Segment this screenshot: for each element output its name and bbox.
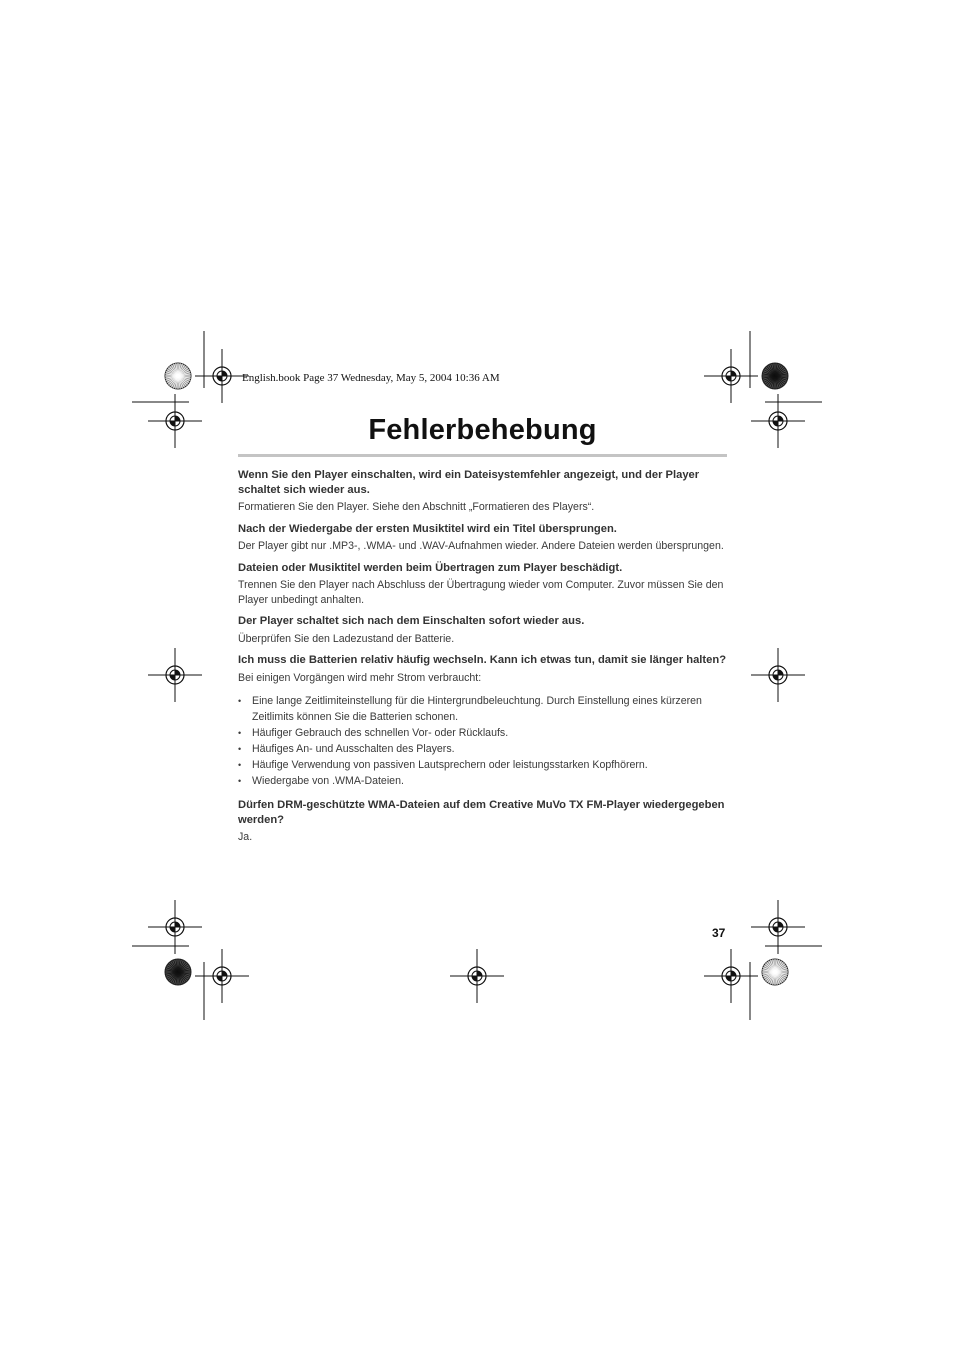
starburst-target-icon [762,959,788,985]
registration-mark-icon [450,949,504,1003]
faq-question: Dürfen DRM-geschützte WMA-Dateien auf dem Creative MuVo TX FM-Player wiedergegeben werden? [238,799,725,826]
faq-answer: Ja. [238,831,253,843]
starburst-target-icon [762,363,788,389]
faq-item-1 [238,468,727,515]
registration-mark-icon [195,949,249,1003]
faq-item-5 [238,653,727,789]
registration-mark-icon [148,648,202,702]
faq-answer: Trennen Sie den Player nach Abschluss der Übertragung wieder vom Computer. Zuvor müssen Sie den Player unbedingt anhalten. [238,579,724,606]
starburst-target-icon [165,363,191,389]
faq-question: Nach der Wiedergabe der ersten Musiktitel wird ein Titel übersprungen. [238,522,617,535]
list-item: • Häufiges An- und Ausschalten des Players. [238,741,727,757]
faq-question: Wenn Sie den Player einschalten, wird ein Dateisystemfehler angezeigt, und der Player schaltet sich wieder aus. [238,469,700,496]
registration-mark-icon [195,349,249,403]
faq-answer: Der Player gibt nur .MP3-, .WMA- und .WAV-Aufnahmen wieder. Andere Dateien werden übersprungen. [238,540,724,552]
faq-item-6 [238,798,727,845]
list-item: • Häufige Verwendung von passiven Lautsprechern oder leistungsstarken Kopfhörern. [238,757,727,773]
faq-question: Ich muss die Batterien relativ häufig wechseln. Kann ich etwas tun, damit sie länger halten? [238,654,727,666]
faq-item-3 [238,561,727,608]
faq-answer: Überprüfen Sie den Ladezustand der Batterie. [238,632,455,645]
list-item: • Wiedergabe von .WMA-Dateien. [238,773,727,789]
faq-item-4 [238,614,727,646]
title-underline [238,454,727,457]
list-item: • Eine lange Zeitlimiteinstellung für die Hintergrundbeleuchtung. Durch Einstellung eines kürzeren Zeitlimits können Sie die Batterien schonen. [238,693,727,725]
page-number: 37 [712,926,726,940]
page-title: Fehlerbehebung [368,414,597,446]
faq-question: Der Player schaltet sich nach dem Einschalten sofort wieder aus. [238,615,585,627]
faq-content [238,468,727,852]
print-header-stamp: English.book Page 37 Wednesday, May 5, 2004 10:36 AM [242,372,500,384]
list-item: • Häufiger Gebrauch des schnellen Vor- oder Rücklaufs. [238,725,727,741]
registration-mark-icon [751,648,805,702]
starburst-target-icon [165,959,191,985]
faq-answer: Bei einigen Vorgängen wird mehr Strom verbraucht: [238,671,482,684]
faq-answer: Formatieren Sie den Player. Siehe den Abschnitt „Formatieren des Players“. [238,501,595,513]
faq-question: Dateien oder Musiktitel werden beim Übertragen zum Player beschädigt. [238,561,623,574]
faq-item-2 [238,522,727,554]
power-usage-list [238,693,727,789]
